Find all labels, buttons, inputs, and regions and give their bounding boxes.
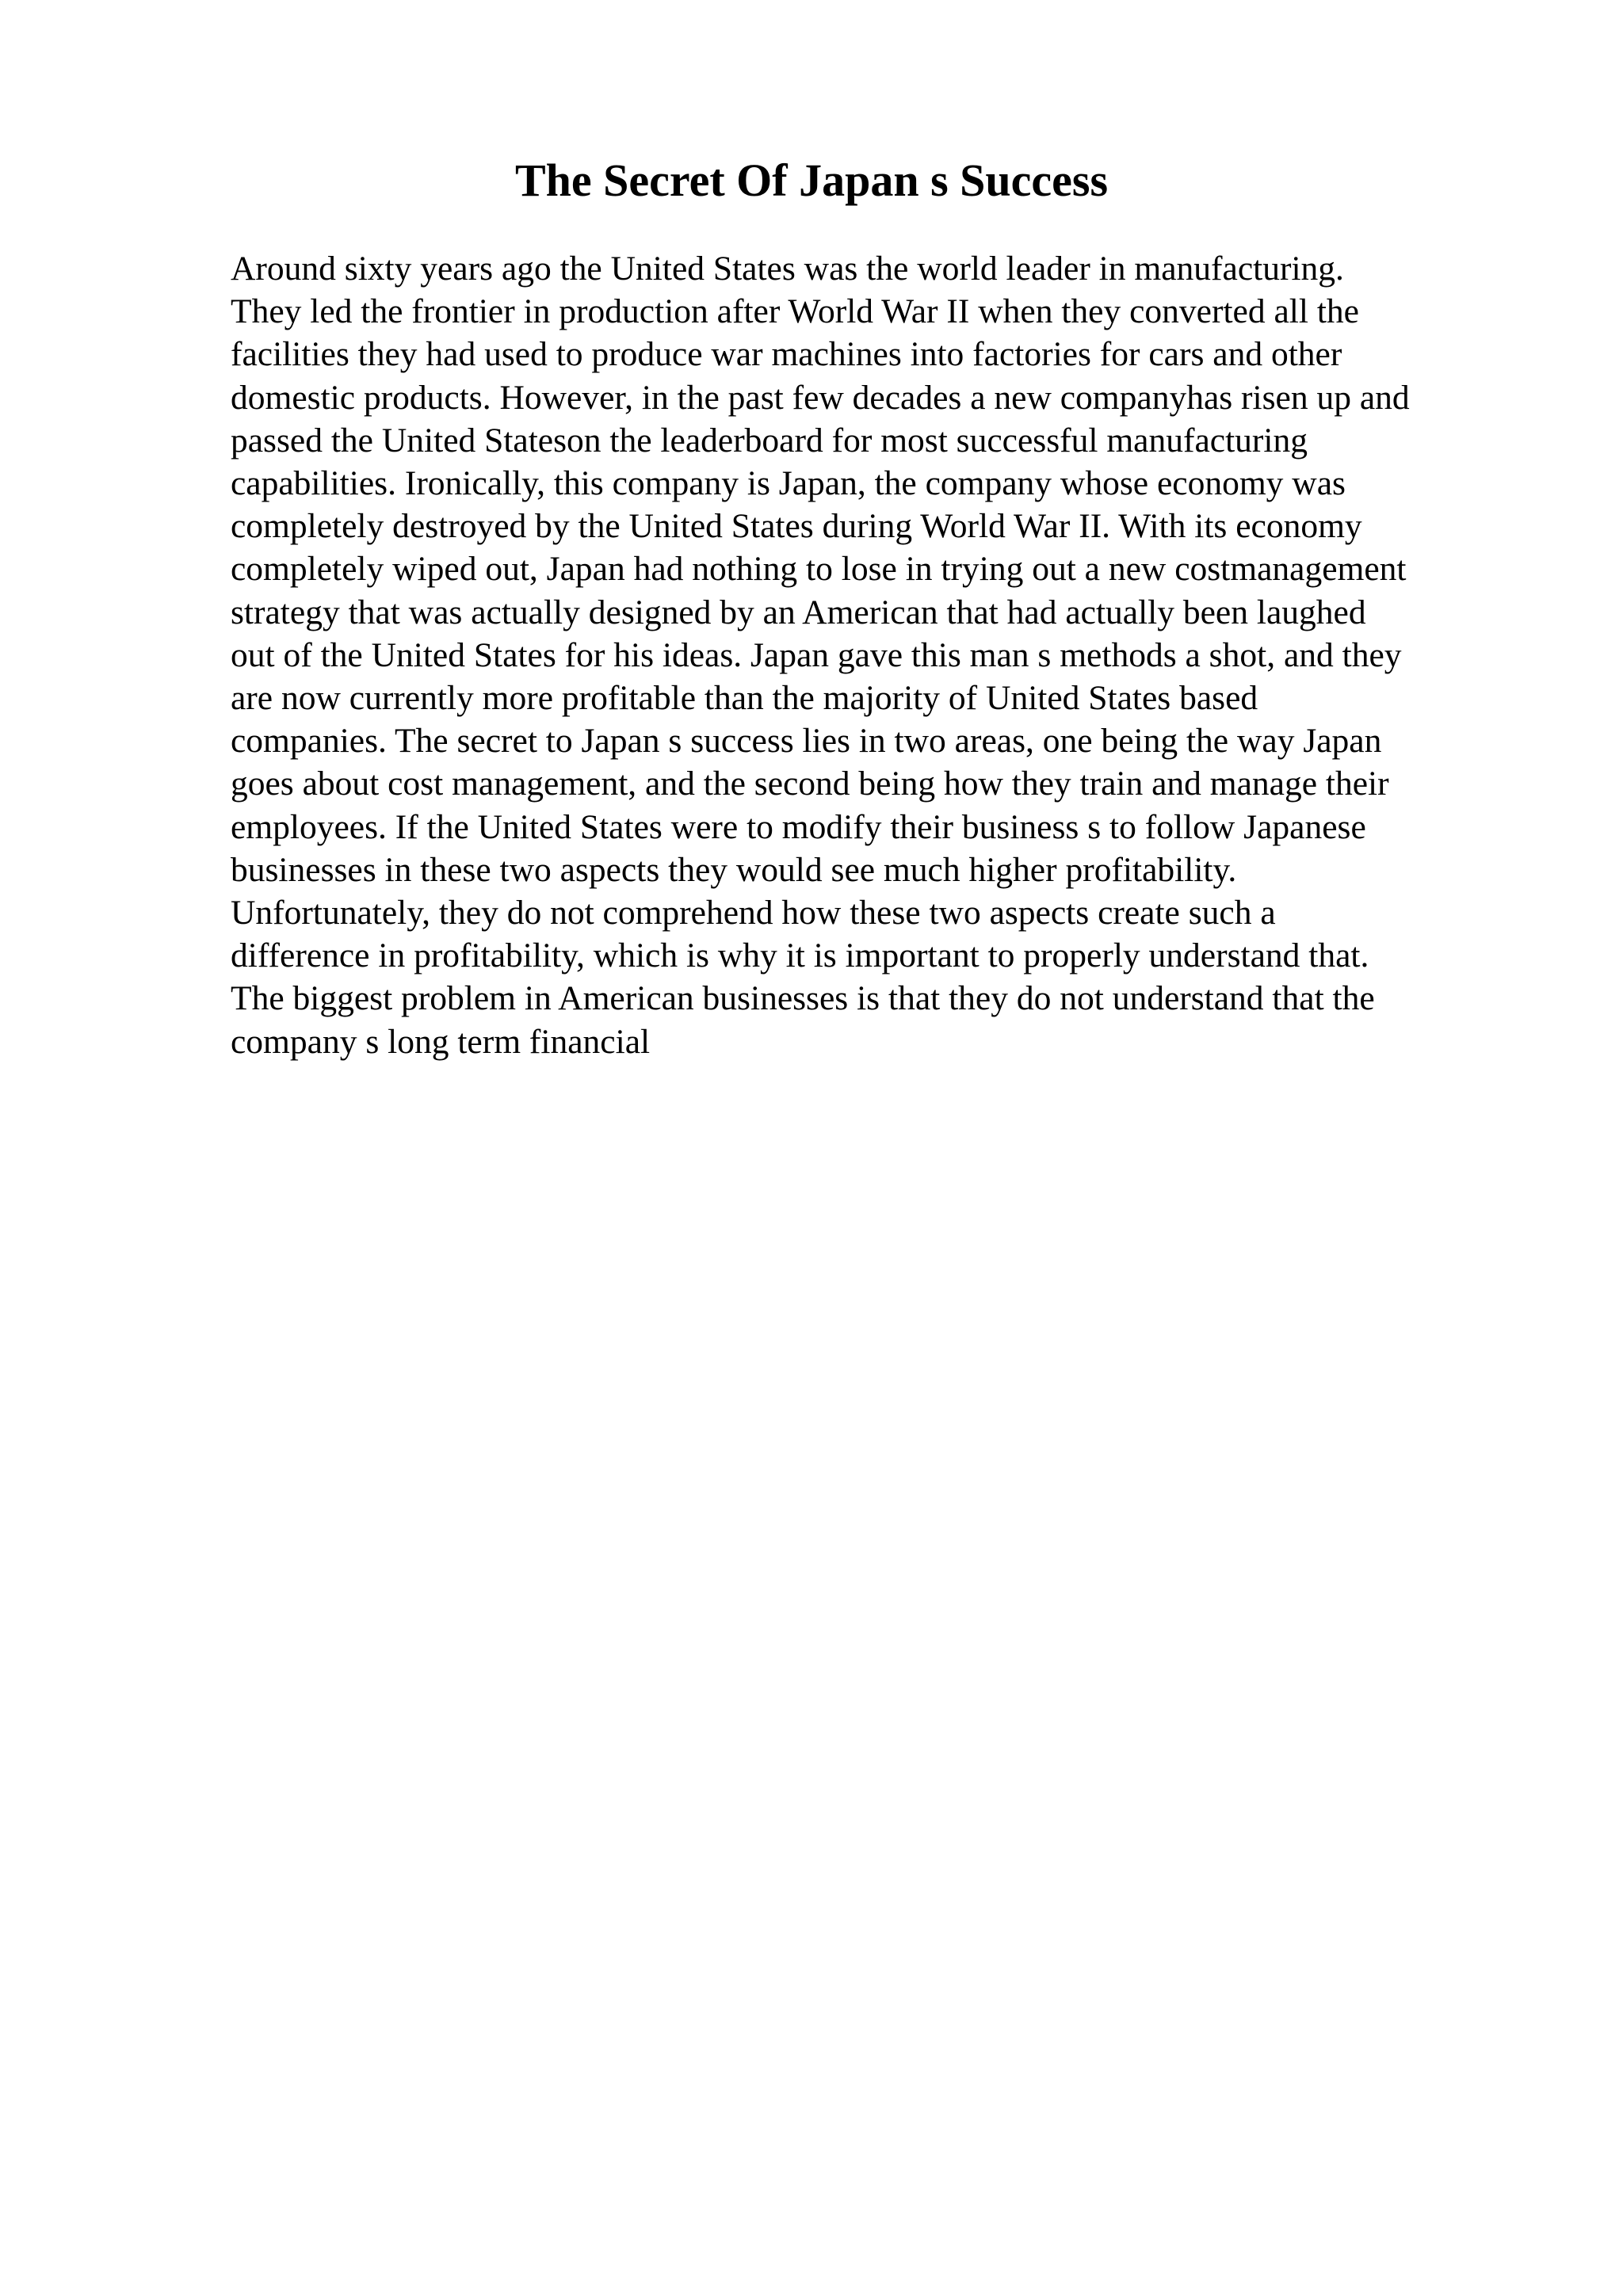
body-line: completely wiped out, Japan had nothing to lose in trying out a new costmanagement bbox=[231, 550, 1407, 589]
body-line: Unfortunately, they do not comprehend how these two aspects create such a bbox=[231, 894, 1276, 933]
body-line: Around sixty years ago the United States was the world leader in manufacturing. bbox=[231, 250, 1344, 288]
body-line: difference in profitability, which is why it is important to properly understand that. bbox=[231, 936, 1369, 975]
body-line: The biggest problem in American businesses is that they do not understand that the bbox=[231, 979, 1375, 1018]
body-line: They led the frontier in production after World War II when they converted all the bbox=[231, 292, 1359, 331]
body-line: goes about cost management, and the second being how they train and manage their bbox=[231, 765, 1389, 803]
body-line: out of the United States for his ideas. Japan gave this man s methods a shot, and they bbox=[231, 635, 1402, 674]
document-title: The Secret Of Japan s Success bbox=[514, 154, 1109, 206]
body-line: employees. If the United States were to modify their business s to follow Japanese bbox=[231, 807, 1366, 846]
body-line: capabilities. Ironically, this company is Japan, the company whose economy was bbox=[231, 464, 1346, 503]
body-line: businesses in these two aspects they would see much higher profitability. bbox=[231, 850, 1237, 889]
body-line: completely destroyed by the United States during World War II. With its economy bbox=[231, 507, 1362, 546]
body-line: companies. The secret to Japan s success lies in two areas, one being the way Japan bbox=[231, 722, 1382, 761]
body-line: company s long term financial bbox=[231, 1022, 651, 1061]
document-body bbox=[231, 247, 1562, 1063]
body-line: domestic products. However, in the past few decades a new companyhas risen up and bbox=[231, 378, 1410, 417]
body-line: are now currently more profitable than the majority of United States based bbox=[231, 679, 1258, 718]
body-line: facilities they had used to produce war machines into factories for cars and other bbox=[231, 335, 1342, 374]
body-line: passed the United Stateson the leaderboard for most successful manufacturing bbox=[231, 421, 1308, 460]
body-line: strategy that was actually designed by an American that had actually been laughed bbox=[231, 593, 1366, 631]
